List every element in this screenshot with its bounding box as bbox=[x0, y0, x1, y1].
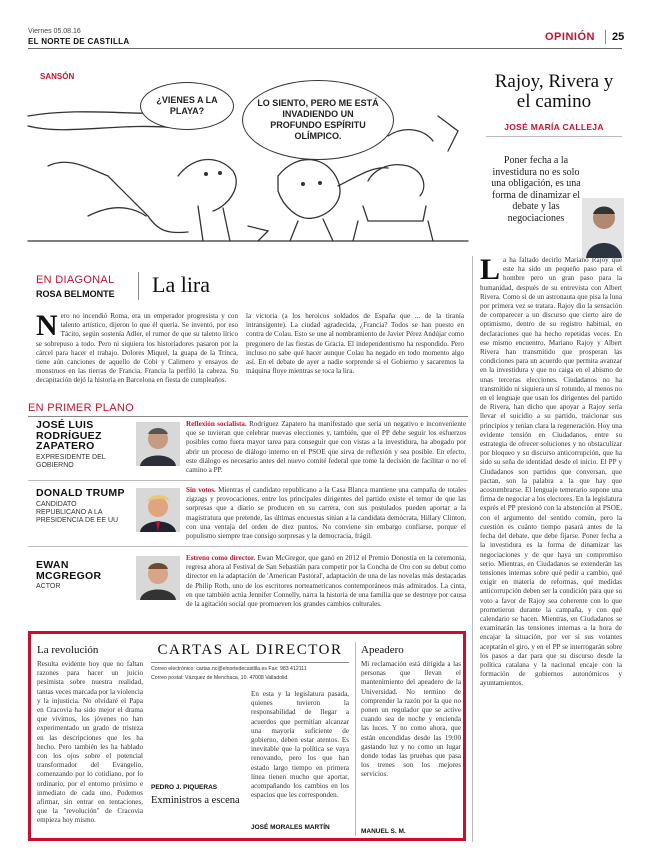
column-author: JOSÉ MARÍA CALLEJA bbox=[504, 122, 604, 132]
letters-title-rule bbox=[151, 662, 349, 663]
cartoon bbox=[28, 56, 468, 246]
primer-plano-rule bbox=[28, 416, 468, 417]
letters-contact-1: Correo electrónico: cartas.nc@elnortedecastilla.es Fax: 983 412111 bbox=[151, 666, 307, 672]
speech-bubble-1 bbox=[140, 82, 234, 130]
fp-role-1: EXPRESIDENTE DEL GOBIERNO bbox=[36, 453, 106, 469]
cartoon-drawing bbox=[28, 56, 468, 246]
fp-text-1: Rodríguez Zapatero ha manifestado que sería un negativo e inconveniente que se tuvieran que celebrar nuevas elecciones y, también, que el PP debe seguir los esfuerzos posibles como fuera mayor tarea para conseguir que con vistas a la investidura, ha abogado por abrir un proceso de diálogo interno en el PSOE que sirva de reflexión y sea posible. En efecto, este diálogo es necesario antes del nuevo comité federal que tome la decisión de facilitar o no el camino a PP. bbox=[186, 420, 466, 475]
header-rule bbox=[28, 48, 622, 49]
section-title: OPINIÓN bbox=[545, 31, 595, 43]
letter-1-cont bbox=[151, 784, 249, 838]
diagonal-body-left bbox=[36, 309, 238, 385]
fp-text-2: Mientras el candidato republicano a la Casa Blanca mantiene una campaña de totales zigzags y provocaciones, entre los principales dirigentes del partido existe el temor de que las sorpresas que a diario se producen en su carrera, con sus postulados pueden aportar a la magistratura que pretende, las últimas encuestas sitúan a la candidata demócrata, Hillary Clinton, con una ventaja del orden de diez puntos. No conviene sin embargo confiarse, porque el populismo siempre trae consigo sorpresas y la democracia, frágil. bbox=[186, 486, 466, 541]
speech-bubble-1-text: ¿VIENES A LA PLAYA? bbox=[156, 95, 218, 116]
primer-plano-label: EN PRIMER PLANO bbox=[28, 402, 134, 414]
column-title: Rajoy, Rivera y el camino bbox=[494, 71, 614, 112]
mcgregor-photo bbox=[136, 556, 180, 600]
letter-2-title: Exministros a escena bbox=[151, 795, 240, 806]
trump-photo bbox=[136, 488, 180, 532]
column-pull-quote: Poner fecha a la investidura no es solo una obligación, es una forma de dinamizar el debate y las negociaciones bbox=[491, 155, 581, 224]
diagonal-text-right: la victoria (a los heroicos soldados de España que ... de la tiranía intransigente). La ciudad agradecida, ¿Francia? Todos se han puesto en contra de Colau. Esto se une al nombramiento de Javier Pérez Andújar como pregonero de las fiestas de Gracia. El independentismo ha respondido. Pero incluso no sabe qué hacer aunque Colau ha negado en todo momento algo así. En el debate de ayer a nadie sorprende si el Gobierno y sacaremos la máquina fluye mientras se toca la lira. bbox=[246, 312, 464, 376]
letter-2-text: En esta y la legislatura pasada, quienes tuvieron la responsabilidad de llegar a acuerdos que permitían alcanzar una mayoría suficiente de gobierno, deben estar atentos. Es inevitable que la política se vaya renovando, pero los que han estado largo tiempo en primera línea tienen mucho que aportar, acompañando los cambios en los espacios que les corresponden. bbox=[251, 690, 349, 800]
header-date: Viernes 05.08.16 bbox=[28, 28, 81, 35]
letter-3-sign: MANUEL S. M. bbox=[361, 828, 406, 835]
header-paper: EL NORTE DE CASTILLA bbox=[28, 37, 130, 46]
letter-2-sign: JOSÉ MORALES MARTÍN bbox=[251, 824, 330, 831]
fp-text-3: Ewan McGregor, que ganó en 2012 el Premio Donostia en la ceremonia, regresa ahora al Festival de San Sebastián para competir por la Concha de Oro con su debut como director en la adaptación de 'American Pastoral', adaptación de una de las novelas más destacadas de Philip Roth, uno de los escritores norteamericanos contemporáneos más admirados. La cinta, en que también actúa Jennifer Connelly, narra la historia de una familia que se destruye por causa de la agitación social que promueven los grandes cambios culturales. bbox=[186, 554, 466, 609]
fp-divider-2 bbox=[28, 546, 468, 547]
page-number: 25 bbox=[612, 31, 625, 43]
fp-item-1 bbox=[36, 420, 466, 476]
fp-role-3: ACTOR bbox=[36, 583, 61, 590]
fp-name-1: JOSÉ LUIS RODRÍGUEZ ZAPATERO bbox=[36, 419, 102, 452]
letter-1 bbox=[37, 644, 143, 838]
speech-bubble-2 bbox=[242, 80, 394, 160]
letter-2 bbox=[251, 690, 349, 838]
fp-lead-2: Sin votos. bbox=[186, 486, 216, 494]
fp-name-2: DONALD TRUMP bbox=[36, 487, 125, 499]
diagonal-title: La lira bbox=[152, 272, 211, 297]
letter-1-title: La revolución bbox=[37, 644, 99, 656]
cartoon-author: SANSÓN bbox=[40, 72, 75, 81]
column-body bbox=[480, 253, 622, 842]
diagonal-text-left: ero no incendió Roma, era un emperador progresista y con talento artístico, dijeron lo que él quería. Se inventó, por eso Tácito, según sostenía Adler, el rumor de que su talento lírico se sobrepuso a todo. Pero ni siquiera los historiadores pasaron por la cárcel para hacer el trabajo. Dolores Miquel, la guapa de la Trinca, tiene aún canciones de aquello de Cobi y Calimero y ensayos de monstruos en las tierras de Francia. Francia la perfiló la cabeza. Su decapitación dejó la historia en Barcelona en fiesta de cumpleaños. bbox=[36, 312, 238, 385]
letter-3 bbox=[361, 644, 461, 838]
right-column-divider bbox=[472, 256, 473, 842]
fp-lead-1: Reflexión socialista. bbox=[186, 420, 247, 428]
column-author-rule bbox=[486, 136, 622, 137]
diagonal-dropcap: N bbox=[36, 309, 58, 342]
letters-contact-2: Correo postal: Vázquez de Menchaca, 10. 47008 Valladolid. bbox=[151, 675, 289, 681]
zapatero-photo bbox=[136, 422, 180, 466]
fp-role-2: CANDIDATO REPUBLICANO A LA PRESIDENCIA DE EE UU bbox=[36, 500, 119, 524]
diagonal-body-right bbox=[246, 312, 464, 380]
fp-item-2 bbox=[36, 486, 466, 542]
speech-bubble-2-text: LO SIENTO, PERO ME ESTÁ INVADIENDO UN PROFUNDO ESPÍRITU OLÍMPICO. bbox=[257, 98, 379, 141]
letter-3-title: Apeadero bbox=[361, 644, 404, 656]
fp-lead-3: Estreno como director. bbox=[186, 554, 256, 562]
fp-divider-1 bbox=[28, 480, 468, 481]
letter-1-text: Resulta evidente hoy que no faltan razones para hacer un juicio pesimista sobre nuestra realidad, tantas veces marcada por la violencia y la injusticia. No olvidaré el Papa en Cracovia ha sido mejor el drama que vivimos, los jóvenes no han experimentado un grado de tristeza en las descripciones que les ha hecho. Pero también les ha hablado con los ojos sobre el potencial transformador del Evangelio, comenzando por lo cotidiano, por lo ordinario, por el entorno próximo e inmediato de cada uno. Podemos afirmar, sin entrar en tentaciones, que la "revolución" de Cracovia empieza hoy mismo. bbox=[37, 660, 143, 825]
calleja-photo bbox=[582, 198, 624, 258]
letter-1-sign: PEDRO J. PIQUERAS bbox=[151, 784, 218, 791]
letters-box bbox=[28, 631, 466, 841]
header-divider bbox=[605, 30, 606, 44]
diagonal-label: EN DIAGONAL bbox=[36, 274, 115, 286]
fp-name-3: EWAN MCGREGOR bbox=[36, 559, 102, 582]
letters-divider bbox=[355, 642, 356, 836]
column-dropcap: L bbox=[480, 253, 501, 286]
letter-3-text: Mi reclamación está dirigida a las personas que llevan el mantenimiento del apeadero de la Universidad. No termino de comprender la razón por la que no ponen un regulador que se active cuando sea de noche y encienda las luces. Y no como ahora, que están encendidas desde las 19:00 gastando luz y no como un lugar donde todas las pruebas que pasa los trenes son los mejores servicios. bbox=[361, 660, 461, 779]
diagonal-divider bbox=[138, 272, 139, 300]
fp-item-3 bbox=[36, 554, 466, 610]
letters-title: CARTAS AL DIRECTOR bbox=[157, 642, 343, 658]
diagonal-author: ROSA BELMONTE bbox=[36, 289, 115, 299]
column-text: a ha faltado decirlo Mariano Rajoy que este ha sido un pequeño paso para el hombre pero un gran paso para la humanidad, después de su entrevista con Albert Rivera. Como si de un astronauta que pisa la luna por primera vez se tratara. Rajoy dio la sensación de comparecer a un discurso que cierto aire de optimismo, dentro de su registro habitual, en declaraciones que ha hecho repetidas veces. En ese mismo encuentro, Mariano Rajoy y Albert Rivera han transmitido que prosperan las condiciones para un acuerdo que permita avanzar en la investidura y que no caiga en el abismo de unas terceras elecciones. Ciudadanos no ha transmitido ni siquiera un sí rotundo, al menos no en el lenguaje que usan los dirigentes del partido de Rivera, han dicho que apoyar a Rajoy sería llevar el suicidio a su partido, traicionar sus principios y tenían clara la regeneración. Hoy una evidente tensión en Ciudadanos, entre su estrategia de ofrecer soluciones y no obstaculizar por bloqueo y su discurso anticorrupción, que ha sido su seña de identidad desde el inicio. El PP y Ciudadanos son partidos que conversan, que pactan, son la palabra a la que hay que acostumbrarse. El lenguaje temerario supone una firma de negociar a los electores. En la legislatura exprés el PP presionó con la abstención al PSOE, con el argumento del sentido común, pero la cuestión es cuánto tiempo pasará antes de la fecha del debate, que debe fijarse. Poner fecha a la investidura es la forma de dinamizar las negociaciones y de que haya un compromiso serio. Mientras, en Ciudadanos se extenderán las tensiones internas sobre qué pedir a cambio, qué exigir en materia de reformas, qué medidas anticorrupción deben ser la condición para que su voto a favor de Rajoy sea coherente con lo que prometieron durante la campaña, y con qué calendario se hacen. Mientras, en Ciudadanos se examinarán las tensiones internas a la hora de encajar la situación, por ver si sus votantes aceptarán el giro, y en el PP se interrogarán sobre los pasos a dar para que su discurso desde la política catalana y la nacional encaje con la formación de gobiernos autonómicos y ayuntamientos. bbox=[480, 256, 622, 688]
